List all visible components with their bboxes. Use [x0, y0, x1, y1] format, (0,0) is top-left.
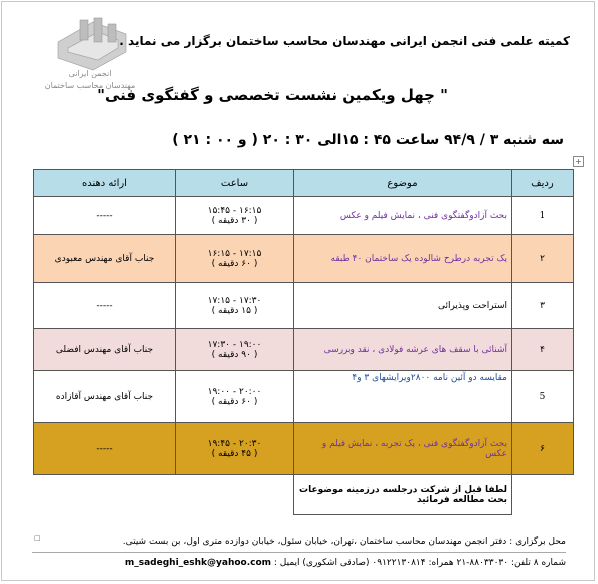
row-time — [176, 283, 294, 329]
table-row — [34, 235, 574, 283]
row-presenter: جناب آقای مهندس آقازاده — [34, 371, 176, 423]
row-time — [176, 371, 294, 423]
header-presenter: ارائه دهنده — [34, 170, 176, 197]
schedule-table — [33, 169, 574, 515]
row-time — [176, 423, 294, 475]
table-row — [34, 197, 574, 235]
row-number: ۲ — [512, 235, 574, 283]
table-row — [34, 423, 574, 475]
row-time — [176, 235, 294, 283]
row-topic: بحث آزادوگفتگوی فنی ، نمایش فیلم و عکس — [294, 197, 512, 235]
row-number: ۴ — [512, 329, 574, 371]
row-number: ۶ — [512, 423, 574, 475]
cell-marker: □ — [34, 534, 41, 542]
contact-email[interactable]: m_sadeghi_eshk@yahoo.com — [124, 558, 272, 568]
logo-line2: مهندسان محاسب ساختمان — [44, 81, 136, 90]
note-empty-cell — [34, 475, 176, 515]
logo-line1: انجمن ایرانی — [68, 69, 112, 78]
reading-note: لطفا قبل از شرکت درجلسه درزمینه موضوعات بحث مطالعه فرمائید — [294, 475, 512, 515]
table-move-handle-icon[interactable]: + — [573, 156, 584, 167]
row-presenter: جناب آقای مهندس معبودی — [34, 235, 176, 283]
table-row — [34, 371, 574, 423]
note-empty-cell — [512, 475, 574, 515]
row-number: 5 — [512, 371, 574, 423]
row-topic: بحث آزادوگفتگوی فنی ، یک تجربه ، نمایش فیلم و عکس — [294, 423, 512, 475]
row-time-range: ۲۰:۰۰ - ۱۹:۰۰ — [207, 386, 262, 397]
committee-heading: کمیته علمی فنی انجمن ایرانی مهندسان محاسب ساختمان برگزار می نماید . — [119, 34, 570, 48]
row-time-range: ۱۷:۳۰ - ۱۷:۱۵ — [207, 295, 262, 306]
row-duration: ( ۴۵ دقیقه ) — [211, 448, 258, 459]
row-number: 1 — [512, 197, 574, 235]
row-topic: مقایسه دو آئین نامه ۲۸۰۰ویرایشهای ۳ و۴ — [294, 371, 512, 423]
session-title: " چهل ویکمین نشست تخصصی و گفتگوی فنی" — [97, 86, 448, 104]
contact-info — [125, 558, 566, 568]
row-time-range: ۱۹:۰۰ - ۱۷:۳۰ — [207, 339, 262, 350]
row-time — [176, 197, 294, 235]
row-duration: ( ۶۰ دقیقه ) — [211, 396, 258, 407]
row-topic: استراحت وپذیرائی — [294, 283, 512, 329]
row-time — [176, 329, 294, 371]
row-topic: آشنائی با سقف های عرشه فولادی ، نقد وبررسی — [294, 329, 512, 371]
row-topic: یک تجربه درطرح شالوده یک ساختمان ۴۰ طبقه — [294, 235, 512, 283]
table-note-row — [34, 475, 574, 515]
row-presenter: ----- — [34, 423, 176, 475]
row-time-range: ۱۶:۱۵ - ۱۵:۴۵ — [207, 205, 262, 216]
header-time: ساعت — [176, 170, 294, 197]
row-presenter: ----- — [34, 283, 176, 329]
note-empty-cell — [176, 475, 294, 515]
header-topic: موضوع — [294, 170, 512, 197]
table-header-row — [34, 170, 574, 197]
row-number: ۳ — [512, 283, 574, 329]
row-duration: ( ۳۰ دقیقه ) — [211, 215, 258, 226]
session-datetime: سه شنبه ۳ / ۹۴/۹ ساعت ۴۵ : ۱۵الی ۳۰ : ۲۰ ( و ۰۰ : ۲۱ ) — [172, 132, 564, 148]
row-time-range: ۲۰:۳۰ - ۱۹:۴۵ — [207, 438, 262, 449]
row-presenter: ----- — [34, 197, 176, 235]
table-row — [34, 329, 574, 371]
row-presenter: جناب آقای مهندس افضلی — [34, 329, 176, 371]
footer-divider — [32, 552, 566, 553]
row-duration: ( ۶۰ دقیقه ) — [211, 258, 258, 269]
row-time-range: ۱۷:۱۵ - ۱۶:۱۵ — [207, 248, 262, 259]
header-radif: ردیف — [512, 170, 574, 197]
row-duration: ( ۱۵ دقیقه ) — [211, 305, 258, 316]
row-duration: ( ۹۰ دقیقه ) — [211, 349, 258, 360]
venue-address: محل برگزاری : دفتر انجمن مهندسان محاسب ساختمان ،تهران، خیابان سئول، خیابان دوازده متری اول، بن بست شیتی. — [122, 537, 566, 547]
contact-text: شماره ۸ تلفن: ۸۸۰۳۳۰۳۰-۲۱ همراه: ۰۹۱۲۲۱۳۰۸۱۴ (صادقی اشکوری) ایمیل : — [273, 558, 566, 568]
table-row — [34, 283, 574, 329]
